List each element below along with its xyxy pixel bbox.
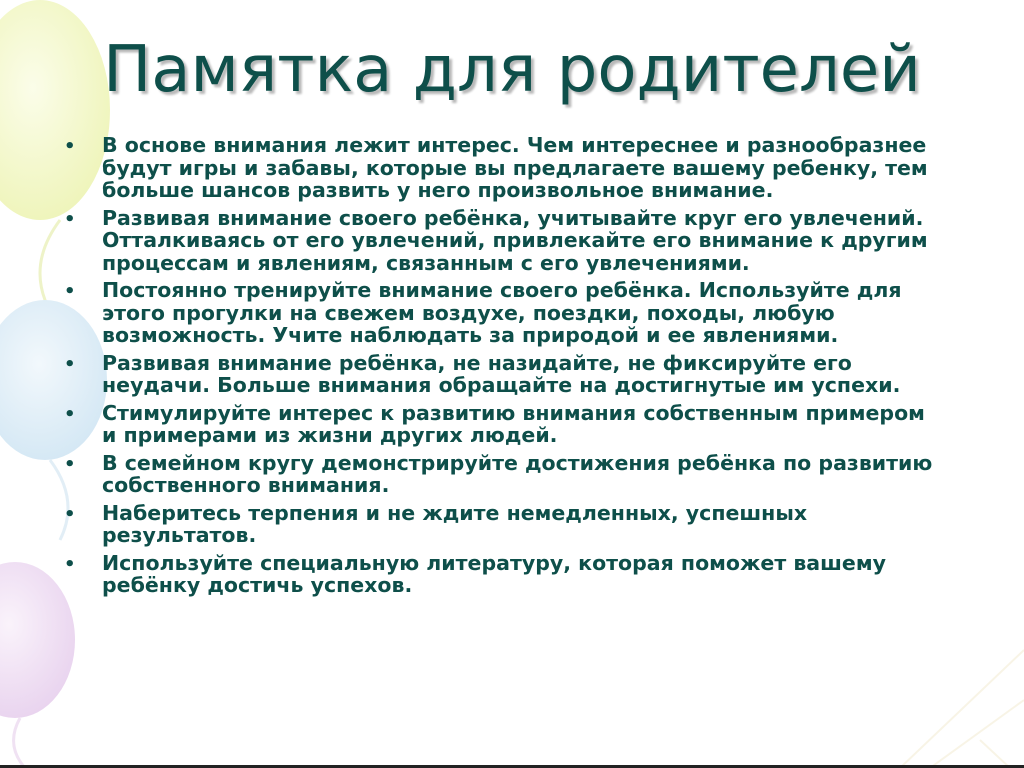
bullet-text: Постоянно тренируйте внимание своего ребёнка. Используйте для этого прогулки на свежем воздухе, поездки, походы, любую возможность. Учите наблюдать за природой и ее явлениями. (102, 278, 902, 347)
bullet-item (60, 552, 940, 597)
bullet-icon: • (64, 136, 76, 157)
balloon-string (14, 718, 25, 768)
bullet-text: Используйте специальную литературу, которая поможет вашему ребёнку достичь успехов. (102, 550, 886, 597)
bullet-text: Наберитесь терпения и не ждите немедленных, успешных результатов. (102, 500, 808, 547)
bullet-text: В основе внимания лежит интерес. Чем интереснее и разнообразнее будут игры и забавы, которые вы предлагаете вашему ребенку, тем больше шансов развить у него произвольное внимание. (102, 133, 928, 202)
bullet-icon: • (64, 208, 76, 230)
bullet-icon: • (64, 503, 76, 525)
bullet-item (60, 279, 940, 347)
bullet-icon: • (64, 403, 76, 425)
bullet-icon: • (64, 553, 76, 575)
bullet-item (60, 134, 940, 202)
bullet-text: В семейном кругу демонстрируйте достижения ребёнка по развитию собственного внимания. (102, 450, 933, 497)
bullet-item (60, 402, 940, 447)
bullet-item (60, 207, 940, 275)
bullet-icon: • (64, 281, 76, 302)
bullet-icon: • (64, 353, 76, 375)
bullet-text: Развивая внимание ребёнка, не назидайте, не фиксируйте его неудачи. Больше внимания обращайте на достигнутые им успехи. (102, 350, 901, 397)
bullet-icon: • (64, 453, 76, 475)
bullet-item (60, 352, 940, 397)
bullet-text: Стимулируйте интерес к развитию внимания собственным примером и примерами из жизни других людей. (102, 400, 925, 447)
light-rays (900, 650, 1024, 768)
bullet-item (60, 452, 940, 497)
bullet-list (60, 134, 940, 602)
slide-title: Памятка для родителей (103, 33, 921, 107)
bullet-text: Развивая внимание своего ребёнка, учитывайте круг его увлечений. Отталкиваясь от его увлечений, привлекайте его внимание к другим процессам и явлениям, связанным с его увлечениями. (102, 205, 928, 275)
bullet-item (60, 502, 940, 547)
